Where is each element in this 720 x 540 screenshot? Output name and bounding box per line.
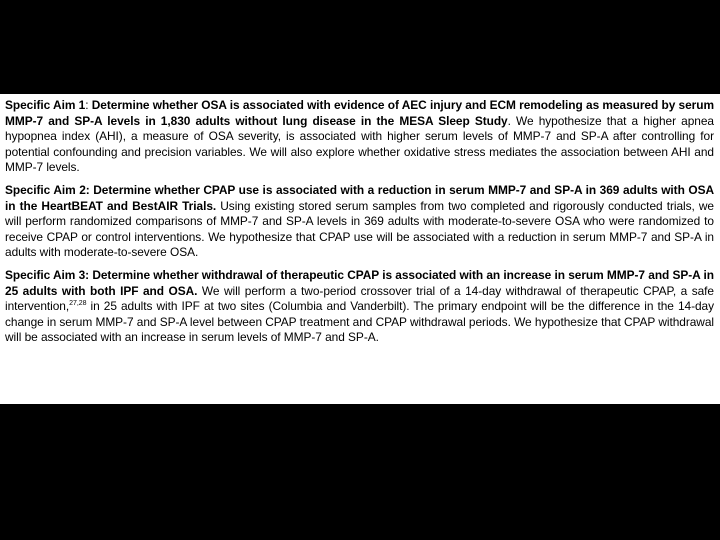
specific-aim-1 — [5, 98, 714, 176]
aim-1-separator: : — [85, 98, 92, 112]
aim-3-heading: Specific Aim 3: Determine whether withdrawal of therapeutic CPAP is associated with an increase in serum MMP-7 and SP-A in 25 adults with both IPF and OSA. — [5, 267, 714, 298]
aim-2-body: Using existing stored serum samples from two completed and rigorously conducted trials, we will perform randomized comparisons of MMP-7 and SP-A levels in 369 adults with moderate-to-severe OSA who were randomized to receive CPAP or control interventions. We hypothesize that CPAP use will be associated with a reduction in serum MMP-7 and SP-A in adults with moderate-to-severe OSA. — [5, 198, 714, 260]
aim-1-heading: Specific Aim 1 — [5, 98, 86, 112]
aim-1-body: . We hypothesize that a higher apnea hypopnea index (AHI), a measure of OSA severity, is associated with higher serum levels of MMP-7 and SP-A after controlling for potential confounding and precision variables. We will also explore whether oxidative stress mediates the association between AHI and MMP-7 levels. — [5, 113, 714, 175]
aim-3-citation: 27,28 — [69, 300, 87, 308]
aim-3-body-part-2: in 25 adults with IPF at two sites (Columbia and Vanderbilt). The primary endpoint will be the difference in the 14-day change in serum MMP-7 and SP-A level between CPAP treatment and CPAP withdrawal periods. We hypothesize that CPAP withdrawal will be associated with an increase in serum levels of MMP-7 and SP-A. — [5, 299, 714, 345]
aim-2-heading: Specific Aim 2: Determine whether CPAP use is associated with a reduction in serum MMP-7 and SP-A in 369 adults with OSA in the HeartBEAT and BestAIR Trials. — [5, 182, 714, 213]
specific-aims-panel — [0, 94, 720, 404]
aim-3-body-part-1: We will perform a two-period crossover trial of a 14-day withdrawal of therapeutic CPAP, a safe intervention, — [5, 283, 714, 314]
aim-1-statement: Determine whether OSA is associated with evidence of AEC injury and ECM remodeling as measured by serum MMP-7 and SP-A levels in 1,830 adults without lung disease in the MESA Sleep Study — [5, 98, 714, 128]
specific-aim-2 — [5, 183, 714, 261]
specific-aim-3 — [5, 268, 714, 346]
